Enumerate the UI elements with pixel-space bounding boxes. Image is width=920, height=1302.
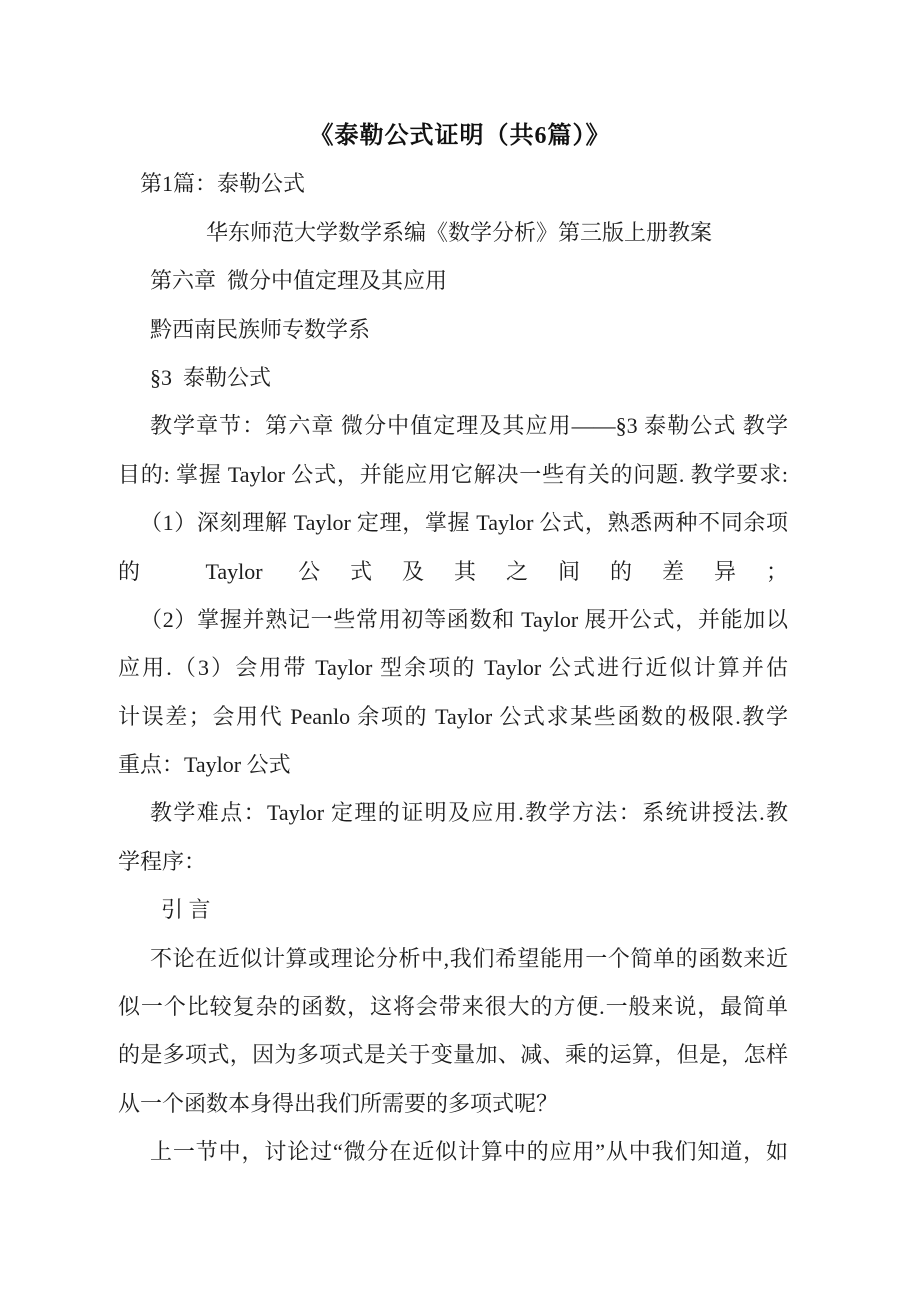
doc-line: 学程序：	[118, 848, 207, 874]
doc-line: 黔西南民族师专数学系	[150, 316, 371, 342]
doc-line: 引 言	[161, 897, 211, 923]
doc-line: 上一节中，讨论过“微分在近似计算中的应用”从中我们知道，如	[150, 1139, 788, 1165]
doc-line: 第1篇：泰勒公式	[140, 171, 306, 197]
doc-line: 计误差；会用代 Peanlo 余项的 Taylor 公式求某些函数的极限.教学	[118, 703, 788, 729]
doc-line: 不论在近似计算或理论分析中,我们希望能用一个简单的函数来近	[150, 945, 788, 971]
doc-line: 重点：Taylor 公式	[118, 752, 291, 778]
doc-line: 第六章 微分中值定理及其应用	[150, 268, 448, 294]
document-content	[118, 112, 788, 1177]
doc-line: 教学难点：Taylor 定理的证明及应用.教学方法：系统讲授法.教	[150, 800, 788, 826]
doc-line: 应用.（3）会用带 Taylor 型余项的 Taylor 公式进行近似计算并估	[118, 655, 788, 681]
doc-line: 华东师范大学数学系编《数学分析》第三版上册教案	[206, 219, 713, 245]
doc-line: 目的: 掌握 Taylor 公式，并能应用它解决一些有关的问题. 教学要求:	[118, 461, 788, 487]
document-title: 《泰勒公式证明（共6篇）》	[309, 123, 611, 149]
doc-line: 的是多项式，因为多项式是关于变量加、减、乘的运算，但是，怎样	[118, 1042, 788, 1068]
doc-line: 教学章节：第六章 微分中值定理及其应用——§3 泰勒公式 教学	[150, 413, 788, 439]
doc-line: （2）掌握并熟记一些常用初等函数和 Taylor 展开公式，并能加以	[140, 606, 788, 632]
doc-line: 从一个函数本身得出我们所需要的多项式呢？	[118, 1090, 559, 1116]
doc-line: 的 Taylor 公式及其之间的差异；	[118, 558, 788, 584]
doc-line: 似一个比较复杂的函数，这将会带来很大的方便.一般来说，最简单	[118, 994, 788, 1020]
doc-line: §3 泰勒公式	[150, 364, 272, 390]
doc-line: （1）深刻理解 Taylor 定理，掌握 Taylor 公式，熟悉两种不同余项	[140, 510, 788, 536]
